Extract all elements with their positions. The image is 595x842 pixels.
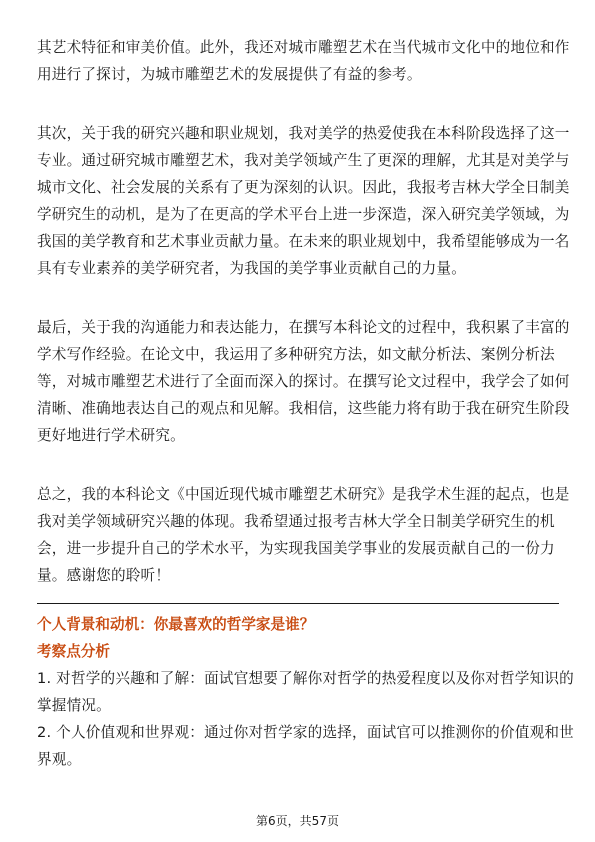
text-line: 具有专业素养的美学研究者，为我国的美学事业贡献自己的力量。 [37, 260, 467, 277]
analysis-heading: 考察点分析 [37, 643, 110, 660]
text-line: 我国的美学教育和艺术事业贡献力量。在未来的职业规划中，我希望能够成为一名 [37, 233, 570, 250]
page-number: 第6页，共57页 [256, 814, 339, 828]
section-divider [37, 603, 559, 604]
text-line: 清晰、准确地表达自己的观点和见解。我相信，这些能力将有助于我在研究生阶段 [37, 400, 570, 417]
question-title: 个人背景和动机：你最喜欢的哲学家是谁？ [37, 616, 315, 633]
text-line: 其艺术特征和审美价值。此外，我还对城市雕塑艺术在当代城市文化中的地位和作 [37, 39, 570, 56]
analysis-point-line: 1. 对哲学的兴趣和了解：面试官想要了解你对哲学的热爱程度以及你对哲学知识的 [37, 670, 574, 687]
analysis-point-line: 掌握情况。 [37, 697, 111, 714]
text-line: 用进行了探讨，为城市雕塑艺术的发展提供了有益的参考。 [37, 66, 422, 83]
text-line: 学研究生的动机，是为了在更高的学术平台上进一步深造，深入研究美学领域，为 [37, 206, 570, 223]
text-line: 总之，我的本科论文《中国近现代城市雕塑艺术研究》是我学术生涯的起点，也是 [37, 486, 570, 503]
text-line: 量。感谢您的聆听！ [37, 567, 171, 584]
analysis-point-line: 2. 个人价值观和世界观：通过你对哲学家的选择，面试官可以推测你的价值观和世 [37, 724, 574, 741]
text-line: 会，进一步提升自己的学术水平，为实现我国美学事业的发展贡献自己的一份力 [37, 540, 555, 557]
text-line: 城市文化、社会发展的关系有了更为深刻的认识。因此，我报考吉林大学全日制美 [37, 179, 570, 196]
text-line: 我对美学领域研究兴趣的体现。我希望通过报考吉林大学全日制美学研究生的机 [37, 513, 555, 530]
text-line: 更好地进行学术研究。 [37, 427, 185, 444]
text-line: 其次，关于我的研究兴趣和职业规划，我对美学的热爱使我在本科阶段选择了这一 [37, 125, 570, 142]
text-line: 专业。通过研究城市雕塑艺术，我对美学领域产生了更深的理解，尤其是对美学与 [37, 152, 570, 169]
text-line: 最后，关于我的沟通能力和表达能力，在撰写本科论文的过程中，我积累了丰富的 [37, 319, 570, 336]
text-line: 学术写作经验。在论文中，我运用了多种研究方法，如文献分析法、案例分析法 [37, 346, 555, 363]
analysis-point-line: 界观。 [37, 751, 82, 768]
text-line: 等，对城市雕塑艺术进行了全面而深入的探讨。在撰写论文过程中，我学会了如何 [37, 373, 570, 390]
